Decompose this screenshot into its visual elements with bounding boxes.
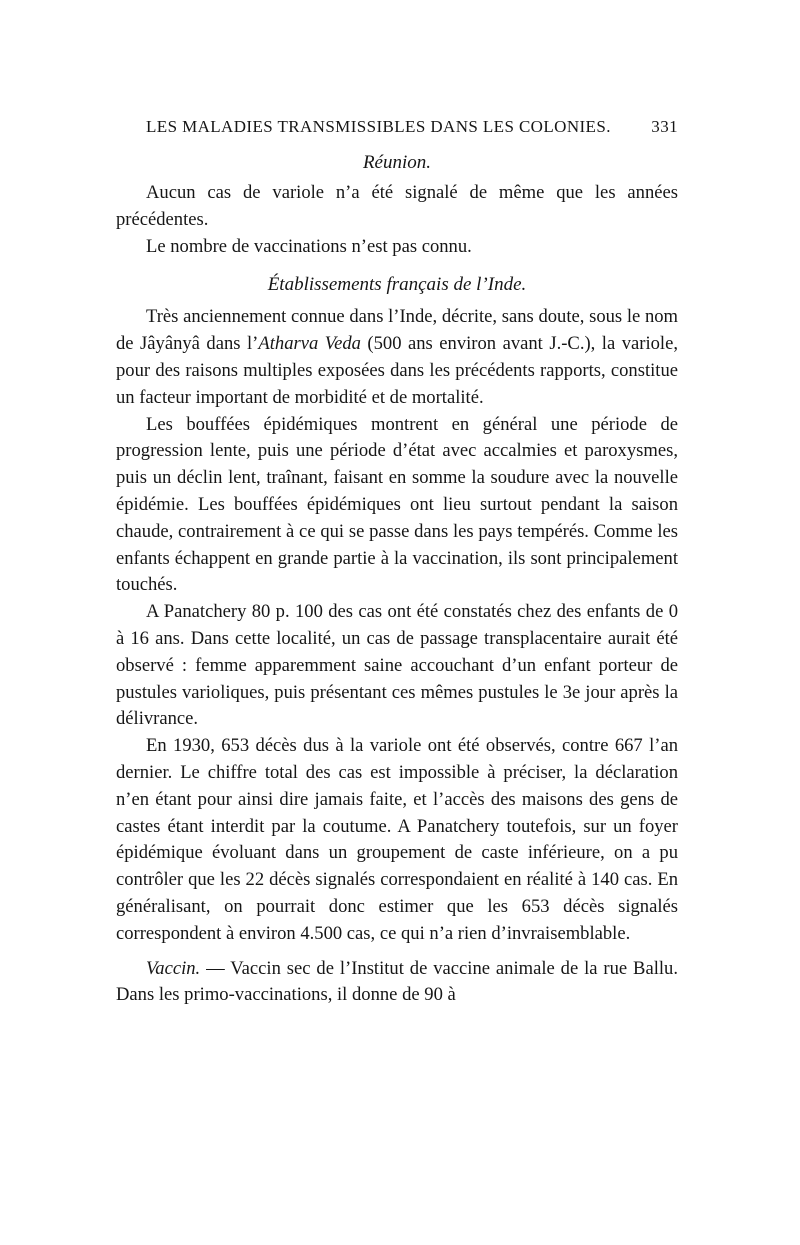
page-number: 331 (651, 117, 678, 136)
paragraph-inde-2: Les bouffées épidémiques montrent en général une période de progression lente, puis une période d’état avec accalmies et paroxysmes, puis un déclin lent, traînant, faisant en somme la soudure avec la nouvelle épidémie. Les bouffées épidémiques ont lieu surtout pendant la saison chaude, contrairement à ce qui se passe dans les pays tempérés. Comme les enfants échappent en grande partie à la vaccination, ils sont principalement touchés. (116, 413, 678, 596)
paragraph-reunion-1: Aucun cas de variole n’a été signalé de même que les années précédentes. (116, 182, 678, 230)
atharva-veda-title: Atharva Veda (258, 333, 361, 355)
paragraph-inde-1-part-b: (500 ans environ avant J.-C.), la variole, pour des raisons multiples exposées dans les précédents rapports, constitue un facteur important de morbidité et de mortalité. (116, 333, 678, 408)
paragraph-inde-3: A Panatchery 80 p. 100 des cas ont été constatés chez des enfants de 0 à 16 ans. Dans cette localité, un cas de passage transplacentaire aurait été observé : femme apparemment saine accouchant d’un enfant porteur de pustules varioliques, puis présentant ces mêmes pustules le 3e jour après la délivrance. (116, 601, 678, 730)
paragraph-vaccin (116, 956, 678, 1010)
vaccin-heading: Vaccin. (146, 957, 201, 979)
paragraph-reunion-2: Le nombre de vaccinations n’est pas connu. (146, 235, 472, 257)
section-title-inde: Établissements français de l’Inde. (267, 274, 527, 296)
paragraph-inde-1 (116, 304, 678, 411)
running-header (116, 112, 678, 142)
paragraph-vaccin-text: — Vaccin sec de l’Institut de vaccine animale de la rue Ballu. Dans les primo-vaccinations, il donne de 90 à (116, 957, 678, 1006)
running-title: LES MALADIES TRANSMISSIBLES DANS LES COLONIES. (146, 117, 611, 136)
paragraph-inde-1-part-a: Très anciennement connue dans l’Inde, décrite, sans doute, sous le nom de Jâyânyâ dans l’ (116, 306, 678, 355)
paragraph-inde-4: En 1930, 653 décès dus à la variole ont été observés, contre 667 l’an dernier. Le chiffre total des cas est impossible à préciser, la déclaration n’en étant pour ainsi dire jamais faite, et l’accès des maisons des gens de castes étant interdit par la coutume. A Panatchery toutefois, sur un foyer épidémique évoluant dans un groupement de caste inférieure, on a pu contrôler que les 22 décès signalés correspondaient en réalité à 140 cas. En généralisant, on pourrait donc estimer que les 653 décès signalés correspondent à environ 4.500 cas, ce qui n’a rien d’invraisemblable. (116, 735, 678, 944)
document-page (116, 112, 678, 1009)
section-title-reunion: Réunion. (362, 152, 432, 173)
